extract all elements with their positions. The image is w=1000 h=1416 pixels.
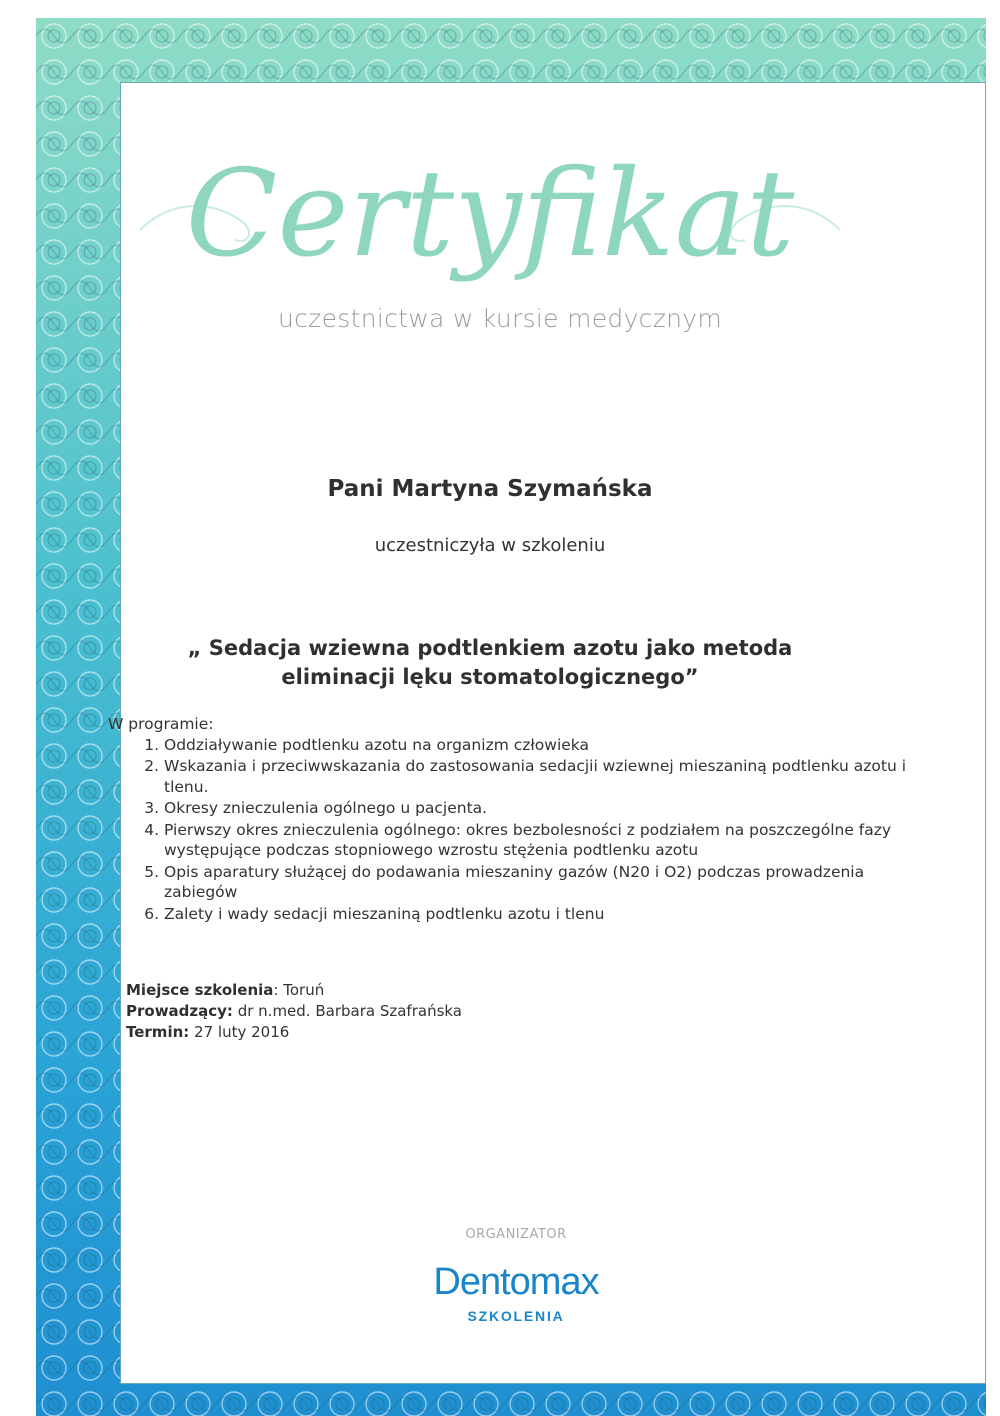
place-value: Toruń [283,981,325,999]
lecturer-row [126,1001,462,1022]
dentomax-logo [0,1262,1000,1324]
date-value: 27 luty 2016 [194,1023,290,1041]
program-item: 2. Wskazania i przeciwwskazania do zastosowania sedacjii wziewnej mieszaniną podtlenku azotu i tlenu. [164,756,938,797]
date-label: Termin: [126,1023,190,1041]
program-list [108,735,938,925]
date-row [126,1022,462,1043]
logo-text: Dentomax [433,1261,599,1303]
lecturer-label: Prowadzący: [126,1002,233,1020]
program-item: 5. Opis aparatury służącej do podawania mieszaniny gazów (N20 i O2) podczas prowadzenia zabiegów [164,862,938,903]
program-section [108,714,938,925]
course-title-line-1: „ Sedacja wziewna podtlenkiem azotu jako metoda [187,636,793,660]
training-details [126,980,462,1043]
place-row: Miejsce szkolenia: Toruń [126,981,325,999]
participation-text: uczestniczyła w szkoleniu [374,535,606,556]
lecturer-value: dr n.med. Barbara Szafrańska [237,1002,463,1020]
participant-name: Pani Martyna Szymańska [327,476,653,502]
logo-subtitle: SZKOLENIA [467,1308,565,1324]
place-label: Miejsce szkolenia [126,981,274,999]
certificate-subtitle: uczestnictwa w kursie medycznym [277,304,723,333]
organizer-label: ORGANIZATOR [465,1227,567,1242]
program-item: 3. Okresy znieczulenia ogólnego u pacjenta. [164,798,938,819]
program-heading: W programie: [108,715,214,733]
program-item: 6. Zalety i wady sedacji mieszaniną podtlenku azotu i tlenu [164,904,938,925]
course-title-line-2: eliminacji lęku stomatologicznego” [281,665,699,689]
program-item: 4. Pierwszy okres znieczulenia ogólnego: okres bezbolesności z podziałem na poszczególne fazy występujące podczas stopniowego wzrostu stężenia podtlenku azotu [164,820,938,861]
certificate-title: Certyfikat [185,145,795,284]
program-item: 1. Oddziaływanie podtlenku azotu na organizm człowieka [164,735,938,756]
course-title [0,634,980,692]
